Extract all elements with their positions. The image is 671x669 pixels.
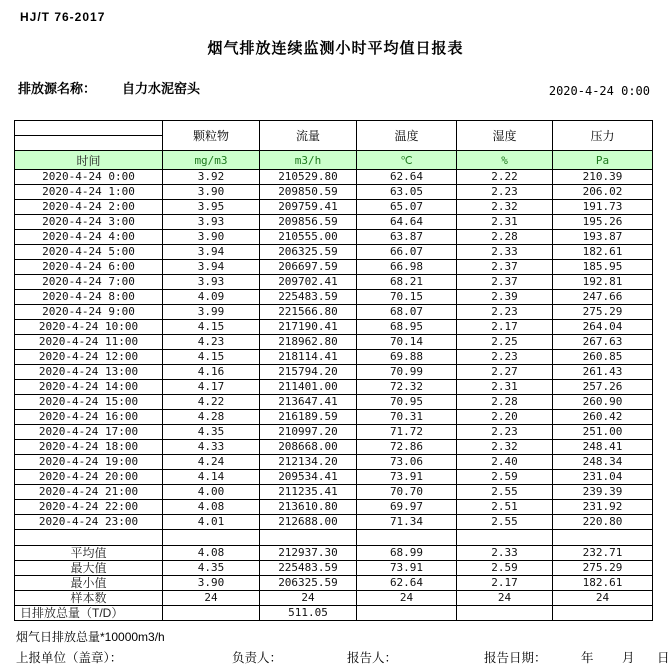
value-cell: 210529.80 <box>260 170 357 185</box>
summary-value-cell: 24 <box>163 591 260 606</box>
value-cell: 231.04 <box>553 470 653 485</box>
summary-value-cell: 73.91 <box>357 561 457 576</box>
value-cell: 4.16 <box>163 365 260 380</box>
table-row <box>15 350 653 365</box>
time-cell: 2020-4-24 3:00 <box>15 215 163 230</box>
value-cell: 209759.41 <box>260 200 357 215</box>
header-corner-cell <box>15 121 163 151</box>
value-cell: 3.90 <box>163 230 260 245</box>
col-header-flow: 流量 <box>260 121 357 151</box>
value-cell: 261.43 <box>553 365 653 380</box>
value-cell: 69.97 <box>357 500 457 515</box>
value-cell: 215794.20 <box>260 365 357 380</box>
responsible-label: 负责人： <box>232 651 283 665</box>
value-cell: 231.92 <box>553 500 653 515</box>
value-cell: 213647.41 <box>260 395 357 410</box>
summary-value-cell: 24 <box>553 591 653 606</box>
summary-value-cell: 275.29 <box>553 561 653 576</box>
value-cell: 2.55 <box>457 515 553 530</box>
header-corner-top <box>15 121 162 136</box>
value-cell: 206325.59 <box>260 245 357 260</box>
time-cell: 2020-4-24 10:00 <box>15 320 163 335</box>
value-cell: 62.64 <box>357 170 457 185</box>
value-cell: 2.20 <box>457 410 553 425</box>
table-row <box>15 380 653 395</box>
value-cell: 4.22 <box>163 395 260 410</box>
value-cell: 251.00 <box>553 425 653 440</box>
summary-value-cell: 3.90 <box>163 576 260 591</box>
value-cell: 2.25 <box>457 335 553 350</box>
col-header-particulate: 颗粒物 <box>163 121 260 151</box>
value-cell: 2.28 <box>457 395 553 410</box>
time-cell: 2020-4-24 21:00 <box>15 485 163 500</box>
table-row <box>15 245 653 260</box>
table-row <box>15 470 653 485</box>
value-cell: 3.93 <box>163 215 260 230</box>
value-cell: 212688.00 <box>260 515 357 530</box>
value-cell: 248.34 <box>553 455 653 470</box>
value-cell: 209702.41 <box>260 275 357 290</box>
report-datetime: 2020-4-24 0:00 <box>548 84 650 98</box>
time-cell: 2020-4-24 2:00 <box>15 200 163 215</box>
spacer-cell <box>163 530 260 546</box>
summary-value-cell: 206325.59 <box>260 576 357 591</box>
table-row <box>15 500 653 515</box>
table-row <box>15 260 653 275</box>
time-cell: 2020-4-24 22:00 <box>15 500 163 515</box>
time-cell: 2020-4-24 0:00 <box>15 170 163 185</box>
value-cell: 260.42 <box>553 410 653 425</box>
report-unit-label: 上报单位（盖章）： <box>16 651 123 665</box>
value-cell: 2.32 <box>457 440 553 455</box>
unit-humidity: % <box>457 151 553 170</box>
report-date-label: 报告日期： <box>484 651 547 665</box>
summary-label: 样本数 <box>15 591 163 606</box>
table-row <box>15 335 653 350</box>
table-row <box>15 395 653 410</box>
summary-value-cell: 24 <box>457 591 553 606</box>
summary-row <box>15 606 653 621</box>
time-cell: 2020-4-24 7:00 <box>15 275 163 290</box>
time-cell: 2020-4-24 23:00 <box>15 515 163 530</box>
value-cell: 209856.59 <box>260 215 357 230</box>
value-cell: 208668.00 <box>260 440 357 455</box>
value-cell: 2.28 <box>457 230 553 245</box>
summary-value-cell: 68.99 <box>357 546 457 561</box>
value-cell: 3.92 <box>163 170 260 185</box>
summary-value-cell: 182.61 <box>553 576 653 591</box>
time-cell: 2020-4-24 9:00 <box>15 305 163 320</box>
table-row <box>15 200 653 215</box>
time-cell: 2020-4-24 6:00 <box>15 260 163 275</box>
value-cell: 72.86 <box>357 440 457 455</box>
value-cell: 65.07 <box>357 200 457 215</box>
spacer-cell <box>457 530 553 546</box>
col-header-pressure: 压力 <box>553 121 653 151</box>
value-cell: 2.27 <box>457 365 553 380</box>
summary-value-cell: 2.59 <box>457 561 553 576</box>
table-row <box>15 275 653 290</box>
value-cell: 209850.59 <box>260 185 357 200</box>
value-cell: 267.63 <box>553 335 653 350</box>
source-name-value: 自力水泥窑头 <box>122 81 201 96</box>
value-cell: 193.87 <box>553 230 653 245</box>
value-cell: 275.29 <box>553 305 653 320</box>
time-cell: 2020-4-24 13:00 <box>15 365 163 380</box>
value-cell: 70.14 <box>357 335 457 350</box>
year-label: 年 <box>581 651 594 665</box>
summary-value-cell: 24 <box>260 591 357 606</box>
time-cell: 2020-4-24 15:00 <box>15 395 163 410</box>
summary-value-cell: 225483.59 <box>260 561 357 576</box>
spacer-cell <box>357 530 457 546</box>
value-cell: 4.01 <box>163 515 260 530</box>
summary-value-cell: 4.08 <box>163 546 260 561</box>
value-cell: 4.15 <box>163 350 260 365</box>
time-cell: 2020-4-24 19:00 <box>15 455 163 470</box>
value-cell: 69.88 <box>357 350 457 365</box>
value-cell: 4.35 <box>163 425 260 440</box>
value-cell: 68.21 <box>357 275 457 290</box>
value-cell: 73.06 <box>357 455 457 470</box>
value-cell: 3.95 <box>163 200 260 215</box>
table-row <box>15 485 653 500</box>
reporter-label: 报告人： <box>347 651 398 665</box>
value-cell: 210555.00 <box>260 230 357 245</box>
value-cell: 2.40 <box>457 455 553 470</box>
value-cell: 211401.00 <box>260 380 357 395</box>
value-cell: 213610.80 <box>260 500 357 515</box>
value-cell: 2.23 <box>457 350 553 365</box>
value-cell: 70.70 <box>357 485 457 500</box>
table-row <box>15 320 653 335</box>
summary-label: 最大值 <box>15 561 163 576</box>
value-cell: 4.00 <box>163 485 260 500</box>
value-cell: 2.17 <box>457 320 553 335</box>
value-cell: 68.95 <box>357 320 457 335</box>
standard-code: HJ/T 76-2017 <box>20 10 106 24</box>
value-cell: 2.51 <box>457 500 553 515</box>
table-row <box>15 230 653 245</box>
value-cell: 257.26 <box>553 380 653 395</box>
unit-temperature: ℃ <box>357 151 457 170</box>
value-cell: 3.93 <box>163 275 260 290</box>
value-cell: 248.41 <box>553 440 653 455</box>
summary-row <box>15 546 653 561</box>
summary-row <box>15 591 653 606</box>
value-cell: 64.64 <box>357 215 457 230</box>
table-row <box>15 410 653 425</box>
value-cell: 239.39 <box>553 485 653 500</box>
summary-value-cell: 2.17 <box>457 576 553 591</box>
value-cell: 68.07 <box>357 305 457 320</box>
value-cell: 2.55 <box>457 485 553 500</box>
table-row <box>15 290 653 305</box>
value-cell: 264.04 <box>553 320 653 335</box>
value-cell: 217190.41 <box>260 320 357 335</box>
spacer-cell <box>15 530 163 546</box>
signature-row <box>0 648 671 666</box>
time-header: 时间 <box>15 151 163 170</box>
spacer-cell <box>260 530 357 546</box>
summary-value-cell <box>553 606 653 621</box>
value-cell: 70.99 <box>357 365 457 380</box>
value-cell: 206.02 <box>553 185 653 200</box>
time-cell: 2020-4-24 4:00 <box>15 230 163 245</box>
summary-label: 最小值 <box>15 576 163 591</box>
value-cell: 2.31 <box>457 215 553 230</box>
value-cell: 210997.20 <box>260 425 357 440</box>
value-cell: 2.37 <box>457 260 553 275</box>
value-cell: 72.32 <box>357 380 457 395</box>
summary-value-cell <box>457 606 553 621</box>
value-cell: 66.07 <box>357 245 457 260</box>
summary-label: 日排放总量（T/D） <box>15 606 163 621</box>
time-cell: 2020-4-24 14:00 <box>15 380 163 395</box>
value-cell: 247.66 <box>553 290 653 305</box>
footnote: 烟气日排放总量*10000m3/h <box>16 630 165 644</box>
source-row <box>18 78 650 98</box>
summary-value-cell: 232.71 <box>553 546 653 561</box>
summary-row <box>15 561 653 576</box>
value-cell: 206697.59 <box>260 260 357 275</box>
spacer-row <box>15 530 653 546</box>
table-row <box>15 185 653 200</box>
value-cell: 211235.41 <box>260 485 357 500</box>
summary-value-cell: 2.33 <box>457 546 553 561</box>
value-cell: 3.94 <box>163 260 260 275</box>
value-cell: 216189.59 <box>260 410 357 425</box>
value-cell: 192.81 <box>553 275 653 290</box>
value-cell: 63.05 <box>357 185 457 200</box>
value-cell: 4.09 <box>163 290 260 305</box>
day-label: 日 <box>657 651 670 665</box>
summary-row <box>15 576 653 591</box>
table-row <box>15 440 653 455</box>
value-cell: 2.39 <box>457 290 553 305</box>
time-cell: 2020-4-24 18:00 <box>15 440 163 455</box>
table-row <box>15 170 653 185</box>
value-cell: 2.32 <box>457 200 553 215</box>
param-header-row <box>15 121 653 151</box>
table-row <box>15 455 653 470</box>
report-page <box>0 10 671 666</box>
time-cell: 2020-4-24 17:00 <box>15 425 163 440</box>
monitoring-table <box>14 120 653 621</box>
value-cell: 2.22 <box>457 170 553 185</box>
value-cell: 4.23 <box>163 335 260 350</box>
page-title: 烟气排放连续监测小时平均值日报表 <box>207 40 464 57</box>
value-cell: 210.39 <box>553 170 653 185</box>
summary-label: 平均值 <box>15 546 163 561</box>
table-row <box>15 515 653 530</box>
value-cell: 2.23 <box>457 185 553 200</box>
value-cell: 185.95 <box>553 260 653 275</box>
value-cell: 2.59 <box>457 470 553 485</box>
time-cell: 2020-4-24 5:00 <box>15 245 163 260</box>
value-cell: 212134.20 <box>260 455 357 470</box>
value-cell: 70.15 <box>357 290 457 305</box>
value-cell: 2.23 <box>457 305 553 320</box>
value-cell: 3.94 <box>163 245 260 260</box>
source-name-group <box>18 78 200 98</box>
month-label: 月 <box>622 651 635 665</box>
value-cell: 260.90 <box>553 395 653 410</box>
table-row <box>15 425 653 440</box>
spacer-cell <box>553 530 653 546</box>
value-cell: 4.24 <box>163 455 260 470</box>
col-header-temperature: 温度 <box>357 121 457 151</box>
value-cell: 70.95 <box>357 395 457 410</box>
value-cell: 4.15 <box>163 320 260 335</box>
table-row <box>15 305 653 320</box>
summary-value-cell: 24 <box>357 591 457 606</box>
summary-value-cell: 511.05 <box>260 606 357 621</box>
time-cell: 2020-4-24 1:00 <box>15 185 163 200</box>
time-cell: 2020-4-24 8:00 <box>15 290 163 305</box>
unit-particulate: mg/m3 <box>163 151 260 170</box>
summary-value-cell: 4.35 <box>163 561 260 576</box>
value-cell: 2.37 <box>457 275 553 290</box>
value-cell: 70.31 <box>357 410 457 425</box>
table-row <box>15 215 653 230</box>
time-cell: 2020-4-24 16:00 <box>15 410 163 425</box>
value-cell: 4.28 <box>163 410 260 425</box>
value-cell: 71.34 <box>357 515 457 530</box>
value-cell: 220.80 <box>553 515 653 530</box>
value-cell: 63.87 <box>357 230 457 245</box>
value-cell: 2.31 <box>457 380 553 395</box>
time-cell: 2020-4-24 11:00 <box>15 335 163 350</box>
value-cell: 4.14 <box>163 470 260 485</box>
value-cell: 3.99 <box>163 305 260 320</box>
value-cell: 218114.41 <box>260 350 357 365</box>
col-header-humidity: 湿度 <box>457 121 553 151</box>
value-cell: 225483.59 <box>260 290 357 305</box>
value-cell: 71.72 <box>357 425 457 440</box>
table-row <box>15 365 653 380</box>
value-cell: 260.85 <box>553 350 653 365</box>
summary-value-cell: 212937.30 <box>260 546 357 561</box>
header-corner-bottom <box>15 136 162 150</box>
value-cell: 2.23 <box>457 425 553 440</box>
value-cell: 66.98 <box>357 260 457 275</box>
unit-flow: m3/h <box>260 151 357 170</box>
unit-pressure: Pa <box>553 151 653 170</box>
value-cell: 182.61 <box>553 245 653 260</box>
time-cell: 2020-4-24 20:00 <box>15 470 163 485</box>
value-cell: 221566.80 <box>260 305 357 320</box>
value-cell: 218962.80 <box>260 335 357 350</box>
value-cell: 195.26 <box>553 215 653 230</box>
value-cell: 73.91 <box>357 470 457 485</box>
units-row <box>15 151 653 170</box>
value-cell: 2.33 <box>457 245 553 260</box>
summary-value-cell <box>357 606 457 621</box>
time-cell: 2020-4-24 12:00 <box>15 350 163 365</box>
value-cell: 191.73 <box>553 200 653 215</box>
value-cell: 4.33 <box>163 440 260 455</box>
summary-value-cell: 62.64 <box>357 576 457 591</box>
summary-value-cell <box>163 606 260 621</box>
value-cell: 4.17 <box>163 380 260 395</box>
source-name-label: 排放源名称： <box>18 81 97 96</box>
value-cell: 209534.41 <box>260 470 357 485</box>
value-cell: 3.90 <box>163 185 260 200</box>
value-cell: 4.08 <box>163 500 260 515</box>
